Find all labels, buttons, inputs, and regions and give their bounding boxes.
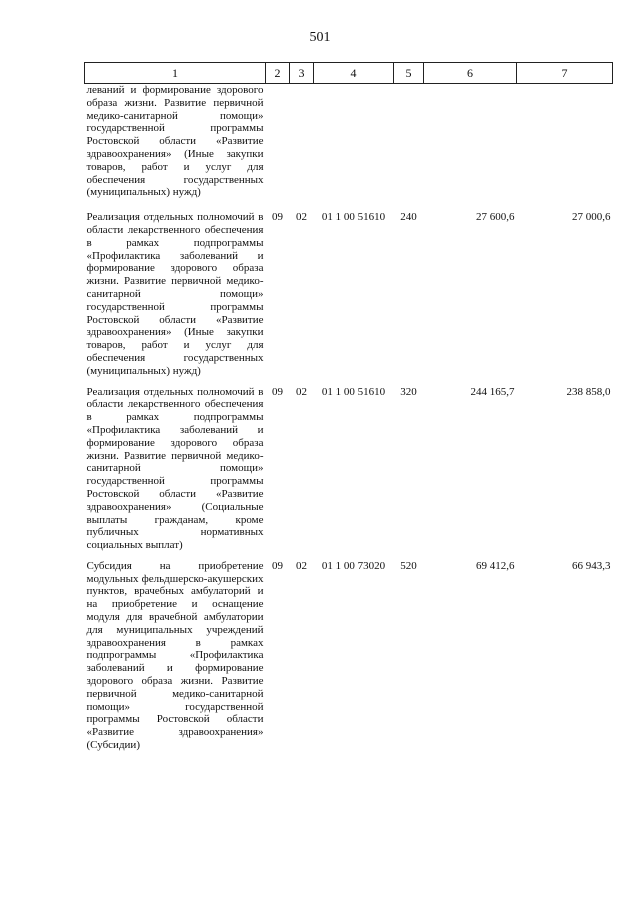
row-expense-type: 320 (400, 385, 417, 398)
row-amount-2: 66 943,3 (572, 559, 611, 572)
row-target-code (314, 84, 394, 208)
row-expense-type: 240 (400, 211, 417, 224)
row-description: леваний и формирование здорового образа жизни. Развитие первичной медико-санитарной помощи» государственной программы Ростовской области «Развитие здравоохранения» (Иные закупки товаров, работ и услуг для обеспечения государственных (муниципальных) нужд) (86, 84, 264, 199)
row-section: 09 (272, 385, 283, 398)
budget-table (84, 62, 613, 752)
col-header-6: 6 (424, 63, 517, 84)
row-expense-type: 520 (400, 559, 417, 572)
row-target-code: 01 1 00 51610 (321, 385, 386, 398)
row-section: 09 (272, 211, 283, 224)
table-row (85, 207, 613, 385)
table-row (85, 84, 613, 208)
col-header-2: 2 (266, 63, 290, 84)
row-amount-1: 69 412,6 (476, 559, 515, 572)
row-description: Реализация отдельных полномочий в области лекарственного обеспечения в рамках подпрограммы «Профилактика заболеваний и формирование здорового образа жизни. Развитие первичной медико-санитарной помощи» государственной программы Ростовской области «Развитие здравоохранения» (Социальные выплаты гражданам, кроме публичных нормативных социальных выплат) (86, 385, 264, 552)
row-section (266, 84, 290, 208)
row-amount-2 (517, 84, 613, 208)
row-description: Реализация отдельных полномочий в области лекарственного обеспечения в рамках подпрограммы «Профилактика заболеваний и формирование здорового образа жизни. Развитие первичной медико-санитарной помощи» государственной программы Ростовской области «Развитие здравоохранения» (Иные закупки товаров, работ и услуг для обеспечения государственных (муниципальных) нужд) (86, 211, 264, 377)
row-amount-1: 27 600,6 (476, 211, 515, 224)
row-target-code: 01 1 00 51610 (321, 211, 386, 224)
row-amount-2: 238 858,0 (566, 385, 611, 398)
row-subsection (290, 84, 314, 208)
page-number: 501 (309, 30, 331, 45)
table-header-row (85, 63, 613, 84)
row-amount-2: 27 000,6 (572, 211, 611, 224)
row-target-code: 01 1 00 73020 (321, 559, 386, 572)
col-header-4: 4 (314, 63, 394, 84)
col-header-1: 1 (85, 63, 266, 84)
row-subsection: 02 (296, 385, 307, 398)
row-amount-1 (424, 84, 517, 208)
row-subsection: 02 (296, 211, 307, 224)
row-section: 09 (272, 559, 283, 572)
col-header-3: 3 (290, 63, 314, 84)
row-amount-1: 244 165,7 (470, 385, 515, 398)
table-row (85, 386, 613, 560)
row-description: Субсидия на приобретение модульных фельдшерско-акушерских пунктов, врачебных амбулаторий и на приобретение и оснащение модуля для врачебной амбулатории для муниципальных учреждений здравоохранения в рамках подпрограммы «Профилактика заболеваний и формирование здорового образа жизни. Развитие первичной медико-санитарной помощи» государственной программы Ростовской области «Развитие здравоохранения» (Субсидии) (86, 559, 264, 752)
row-expense-type (394, 84, 424, 208)
row-subsection: 02 (296, 559, 307, 572)
col-header-5: 5 (394, 63, 424, 84)
col-header-7: 7 (517, 63, 613, 84)
table-row (85, 560, 613, 752)
